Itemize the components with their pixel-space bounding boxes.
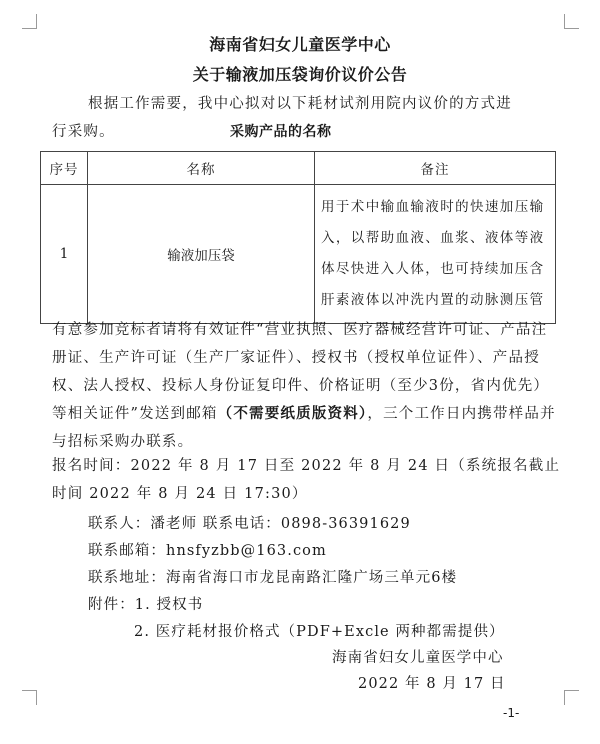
crop-mark-top-right	[564, 14, 579, 29]
product-table	[40, 151, 556, 324]
table-caption: 采购产品的名称	[230, 124, 332, 140]
attachment-1: 附件：1. 授权书	[88, 597, 204, 613]
notice-text-a: 有意参加竞标者请将有效证件“营业执照、医疗器械经营许可证、产品注册证、生产许可证（生产厂家证件）、授权书（授权单位证件）、产品授权、法人授权、投标人身份证复印件、价格证明（至少3份，省内优先）等相关证件”发送到邮箱	[52, 322, 550, 422]
registration-time: 报名时间：2022 年 8 月 17 日至 2022 年 8 月 24 日（系统报名截止时间 2022 年 8 月 24 日 17:30）	[52, 458, 561, 502]
intro-line-2: 行采购。	[52, 124, 115, 140]
signature-org: 海南省妇女儿童医学中心	[332, 650, 504, 666]
crop-mark-bottom-right	[564, 690, 579, 705]
notice-text-bold: （不需要纸质版资料）	[217, 405, 368, 422]
intro-line-1: 根据工作需要，我中心拟对以下耗材试剂用院内议价的方式进	[88, 96, 512, 112]
row-no: 1	[41, 185, 88, 324]
notice-text-b: ，三个工作日内携带样品并与招标采购办联系。	[52, 406, 556, 450]
org-title: 海南省妇女儿童医学中心	[209, 35, 391, 54]
crop-mark-bottom-left	[22, 690, 37, 705]
header-remark: 备注	[315, 152, 556, 185]
notice-paragraph	[52, 316, 562, 456]
crop-mark-top-left	[22, 14, 37, 29]
contact-email: 联系邮箱：hnsfyzbb@163.com	[88, 543, 327, 559]
row-remark: 用于术中输血输液时的快速加压输入，以帮助血液、血浆、液体等液体尽快进入人体，也可持续加压含肝素液体以冲洗内置的动脉测压管	[315, 185, 556, 324]
row-name: 输液加压袋	[88, 185, 315, 324]
table-header-row	[41, 152, 556, 185]
page-number: -1-	[503, 706, 520, 720]
header-no: 序号	[41, 152, 88, 185]
contact-address: 联系地址：海南省海口市龙昆南路汇隆广场三单元6楼	[88, 570, 458, 586]
attachment-2: 2. 医疗耗材报价格式（PDF+Excle 两种都需提供）	[134, 624, 505, 640]
signature-date: 2022 年 8 月 17 日	[358, 676, 506, 692]
table-row	[41, 185, 556, 324]
notice-title: 关于输液加压袋询价议价公告	[192, 65, 408, 84]
contact-person: 联系人：潘老师 联系电话：0898-36391629	[88, 516, 411, 532]
header-name: 名称	[88, 152, 315, 185]
